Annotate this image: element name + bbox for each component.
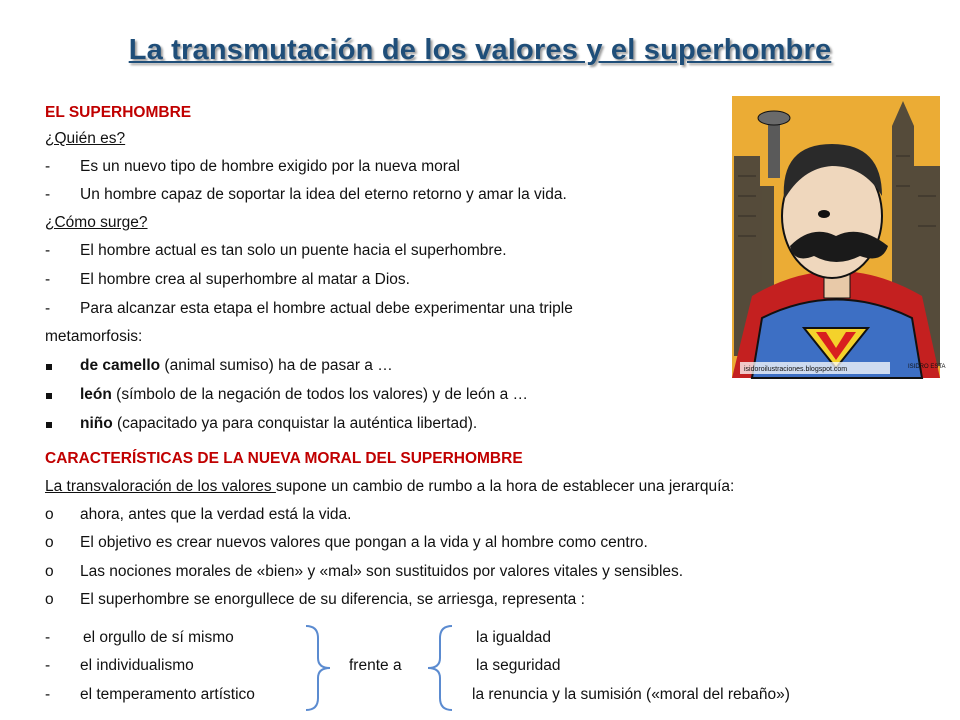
metamorphosis-description: (capacitado ya para conquistar la auténtica libertad). [112,415,478,432]
circle-bullet-icon: o [45,506,54,523]
circle-bullet-icon: o [45,534,54,551]
comparison-middle: frente a [349,657,402,674]
comparison-right-item: la igualdad [476,629,551,646]
section-intro [45,477,734,497]
illustration-caption: isidoroilustraciones.blogspot.com [744,366,848,373]
question-quien-es: ¿Quién es? [45,130,126,147]
list-item-text: El objetivo es crear nuevos valores que pongan a la vida y al hombre como centro. [80,534,648,551]
list-item-text: Para alcanzar esta etapa el hombre actual debe experimentar una triple [80,300,573,317]
comparison-left-item: el individualismo [80,657,194,674]
list-item-continuation: metamorfosis: [45,328,143,345]
metamorphosis-term: león [80,386,112,403]
dash-marker: - [45,242,51,259]
comparison-left-item: el orgullo de sí mismo [83,629,234,646]
list-item-text: El hombre crea al superhombre al matar a Dios. [80,271,410,288]
comparison-right-item: la renuncia y la sumisión («moral del rebaño») [472,686,790,703]
circle-bullet-icon: o [45,563,54,580]
left-brace-icon [422,624,458,712]
list-item-text: ahora, antes que la verdad está la vida. [80,506,352,523]
question-como-surge: ¿Cómo surge? [45,214,148,231]
square-bullet-icon [45,356,75,376]
right-brace-icon [300,624,336,712]
list-item-text: El superhombre se enorgullece de su diferencia, se arriesga, representa : [80,591,585,608]
square-bullet-icon [45,385,75,405]
metamorphosis-description: (símbolo de la negación de todos los valores) y de león a … [111,386,529,403]
metamorphosis-term: niño [80,415,113,432]
comparison-left-item: el temperamento artístico [80,686,255,703]
list-item-text: Las nociones morales de «bien» y «mal» son sustituidos por valores vitales y sensibles. [80,563,684,580]
intro-term: La transvaloración de los valores [45,478,276,495]
list-item-text: Es un nuevo tipo de hombre exigido por la nueva moral [80,158,460,175]
circle-bullet-icon: o [45,591,54,608]
square-bullet-icon [45,414,75,434]
illustration-signature: ISIDRO ESTA [908,364,946,370]
dash-marker: - [45,300,51,317]
comparison-right-item: la seguridad [476,657,561,674]
list-item-text: Un hombre capaz de soportar la idea del eterno retorno y amar la vida. [80,186,567,203]
dash-marker: - [45,158,51,175]
list-item-text: El hombre actual es tan solo un puente hacia el superhombre. [80,242,507,259]
dash-marker: - [45,686,51,703]
superhombre-illustration [732,96,946,378]
section-heading-superhombre: EL SUPERHOMBRE [45,104,192,121]
dash-marker: - [45,186,51,203]
metamorphosis-description: (animal sumiso) ha de pasar a … [160,357,393,374]
intro-text: supone un cambio de rumbo a la hora de establecer una jerarquía: [275,478,735,495]
dash-marker: - [45,657,51,674]
metamorphosis-term: de camello [80,357,161,374]
dash-marker: - [45,271,51,288]
section-heading-caracteristicas: CARACTERÍSTICAS DE LA NUEVA MORAL DEL SUPERHOMBRE [45,450,523,467]
page-title: La transmutación de los valores y el superhombre [128,34,832,66]
dash-marker: - [45,629,51,646]
